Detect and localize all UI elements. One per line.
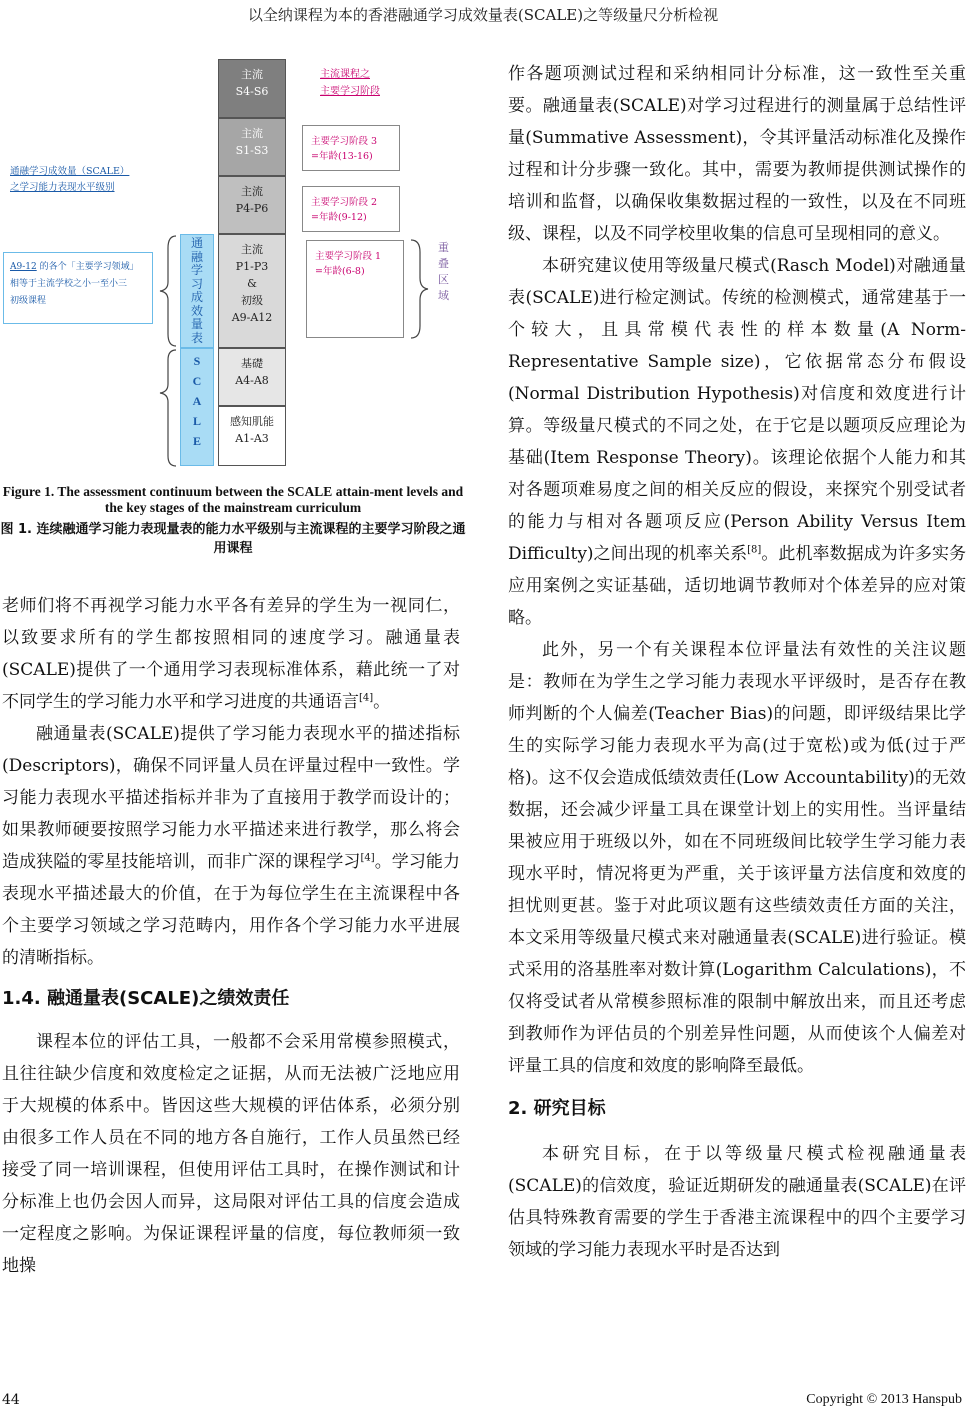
overlap-brace xyxy=(408,238,430,340)
level-s1-s3: 主流 S1-S3 xyxy=(218,118,286,176)
paragraph: 本研究目标，在于以等级量尺模式检视融通量表(SCALE)的信效度，验证近期研发的融通量表(SCALE)在评估具特殊教育需要的学生于香港主流课程中的四个主要学习领域的学习能力表现水平时是否达到 xyxy=(508,1144,966,1260)
left-column xyxy=(2,590,460,1282)
figure-caption-zh: 图 1. 连续融通学习能力表现量表的能力水平级别与主流课程的主要学习阶段之通用课程 xyxy=(0,522,466,556)
key-stage-2-box: 主要学习阶段 2 =年龄(9-12) xyxy=(302,186,400,232)
paragraph: 作各题项测试过程和采纳相同计分标准，这一致性至关重要。融通量表(SCALE)对学习过程进行的测量属于总结性评量(Summative Assessment)，令其评量活动标准化及操作过程和计分步骤一致化。其中，需要为教师提供测试操作的培训和监督，以确保收集数据过程的一致性，以及在不同班级、课程，以及不同学校里收集的信息可呈现相同的意义。 xyxy=(508,64,966,244)
mainstream-curriculum-label: 主流课程之 主要学习阶段 xyxy=(320,69,380,97)
paragraph: 融通量表(SCALE)提供了学习能力表现水平的描述指标(Descriptors)，确保不同评量人员在评量过程中一致性。学习能力表现水平描述指标并非为了直接用于教学而设计的；如果教师硬要按照学习能力水平描述来进行教学，那么将会造成狭隘的零星技能培训，而非广深的课程学习[4]。学习能力表现水平描述最大的价值，在于为每位学生在主流课程中各个主要学习领域之学习范畴内，用作各个学习能力水平进展的清晰指标。 xyxy=(2,724,461,968)
level-a4-a8: 基礎 A4-A8 xyxy=(218,348,286,406)
paragraph: 本研究建议使用等级量尺模式(Rasch Model)对融通量表(SCALE)进行检定测试。传统的检测模式，通常建基于一个较大，且具常模代表性的样本数量(A Norm-Representative Sample size)，它依据常态分布假设(Normal Distribution Hypothesis)对信度和效度进行计算。等级量尺模式的不同之处，在于它是以题项反应理论为基础(Item Response Theory)。该理论依据个人能力和其对各题项难易度之间的相关反应的假设，来探究个别受试者的能力与相对各题项反应(Person Ability Versus Item Difficulty)之间出现的机率关系[8]。此机率数据成为许多实务应用案例之实证基础，适切地调节教师对个体差异的应对策略。 xyxy=(508,256,966,628)
paragraph: 课程本位的评估工具，一般都不会采用常模参照模式，且往往缺少信度和效度检定之证据，从而无法被广泛地应用于大规模的体系中。皆因这些大规模的评估体系，必须分别由很多工作人员在不同的地方各自施行，工作人员虽然已经接受了同一培训课程，但使用评估工具时，在操作测试和计分标准上也仍会因人而异，这局限对评估工具的信度会造成一定程度之影响。为保证课程评量的信度，每位教师须一致地操 xyxy=(2,1032,460,1276)
key-stage-3-box: 主要学习阶段 3 =年龄(13-16) xyxy=(302,125,400,171)
scale-braces xyxy=(156,234,178,470)
section-heading-1-4: 1.4. 融通量表(SCALE)之绩效责任 xyxy=(2,988,290,1009)
copyright: Copyright © 2013 Hanspub xyxy=(806,1392,962,1407)
a9-12-note-box: A9-12 的各个「主要学习领域」 相等于主流学校之小一至小三 初级课程 xyxy=(3,252,153,324)
scale-levels-label: 通融学习成效量（SCALE） 之学习能力表现水平级别 xyxy=(10,166,130,193)
paragraph: 老师们将不再视学习能力水平各有差异的学生为一视同仁，以致要求所有的学生都按照相同的速度学习。融通量表(SCALE)提供了一个通用学习表现标准体系，藉此统一了对不同学生的学习能力水平和学习进度的共通语言[4]。 xyxy=(2,596,460,712)
section-heading-2: 2. 研究目标 xyxy=(508,1098,606,1119)
level-p1-p3-a9-a12: 主流 P1-P3 & 初级 A9-A12 xyxy=(218,234,286,348)
citation: [8] xyxy=(747,544,762,556)
paragraph: 此外，另一个有关课程本位评量法有效性的关注议题是：教师在为学生之学习能力表现水平评级时，是否存在教师判断的个人偏差(Teacher Bias)的问题，即评级结果比学生的实际学习能力表现水平为高(过于宽松)或为低(过于严格)。这不仅会造成低绩效责任(Low Accountability)的无效数据，还会减少评量工具在课堂计划上的实用性。当评量结果被应用于班级以外，如在不同班级间比较学生学习能力表现水平时，情况将更为严重，关于该评量方法信度和效度的担忧则更甚。鉴于对此项议题有这些绩效责任方面的关注，本文采用等级量尺模式来对融通量表(SCALE)进行验证。模式采用的洛基胜率对数计算(Logarithm Calculations)，不仅将受试者从常模参照标准的限制中解放出来，而且还考虑到教师作为评估员的个别差异性问题，从而使该个人偏差对评量工具的信度和效度的影响降至最低。 xyxy=(508,640,966,1076)
page-number: 44 xyxy=(2,1392,20,1408)
right-column xyxy=(508,58,966,1266)
figure-1 xyxy=(0,50,470,490)
running-header: 以全纳课程为本的香港融通学习成效量表(SCALE)之等级量尺分析检视 xyxy=(247,6,719,24)
citation: [4] xyxy=(359,692,374,704)
overlap-label: 重 叠 区 域 xyxy=(438,241,449,302)
level-s4-s6: 主流 S4-S6 xyxy=(218,59,286,118)
level-p4-p6: 主流 P4-P6 xyxy=(218,176,286,234)
figure-caption-en: Figure 1. The assessment continuum between the SCALE attain-ment levels and the key stages of the mainstream curriculum xyxy=(2,484,464,515)
scale-english-bar: S C A L E xyxy=(180,348,214,466)
citation: [4] xyxy=(360,852,375,864)
key-stage-1-box: 主要学习阶段 1 =年龄(6-8) xyxy=(306,240,404,338)
level-a1-a3: 感知肌能 A1-A3 xyxy=(218,406,286,466)
scale-chinese-bar: 通 融 学 习 成 效 量 表 xyxy=(180,234,214,348)
